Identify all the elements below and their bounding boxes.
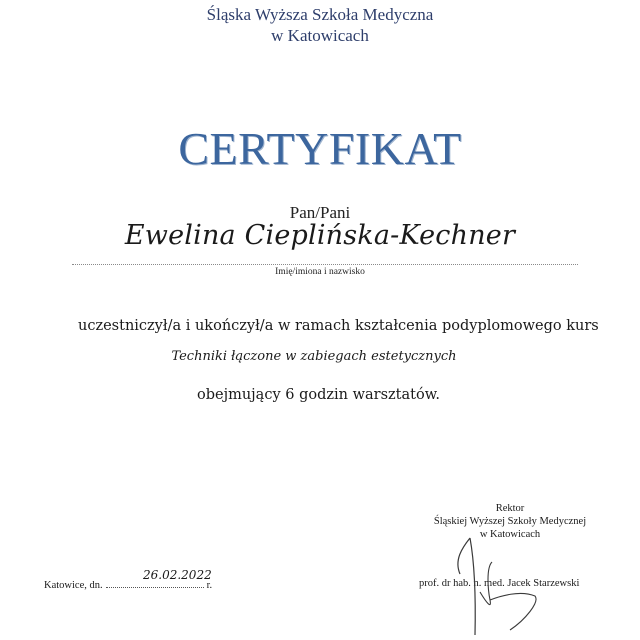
rector-institution: Śląskiej Wyższej Szkoły Medycznej: [433, 516, 587, 527]
issue-date: 26.02.2022: [143, 568, 212, 582]
salutation: Pan/Pani: [289, 203, 351, 222]
name-caption: Imię/imiona i nazwisko: [275, 267, 365, 277]
rector-title: Rektor: [495, 503, 525, 514]
institution-name: Śląska Wyższa Szkoła Medyczna: [206, 5, 434, 24]
institution-city: w Katowicach: [271, 26, 369, 45]
certificate-title: CERTYFIKAT: [178, 123, 462, 174]
place-prefix: Katowice, dn.: [44, 580, 103, 591]
recipient-name: Ewelina Cieplińska-Kechner: [124, 220, 516, 251]
signer-name: prof. dr hab. n. med. Jacek Starzewski: [419, 578, 580, 589]
course-name: Techniki łączone w zabiegach estetycznych: [171, 349, 457, 364]
rector-city: w Katowicach: [479, 529, 541, 540]
hours-statement: obejmujący 6 godzin warsztatów.: [197, 387, 440, 403]
signature-icon: [440, 530, 550, 640]
name-dotted-line: [72, 264, 578, 265]
completion-statement: uczestniczył/a i ukończył/a w ramach kształcenia podyplomowego kurs: [78, 318, 599, 334]
date-suffix: r.: [206, 580, 213, 591]
